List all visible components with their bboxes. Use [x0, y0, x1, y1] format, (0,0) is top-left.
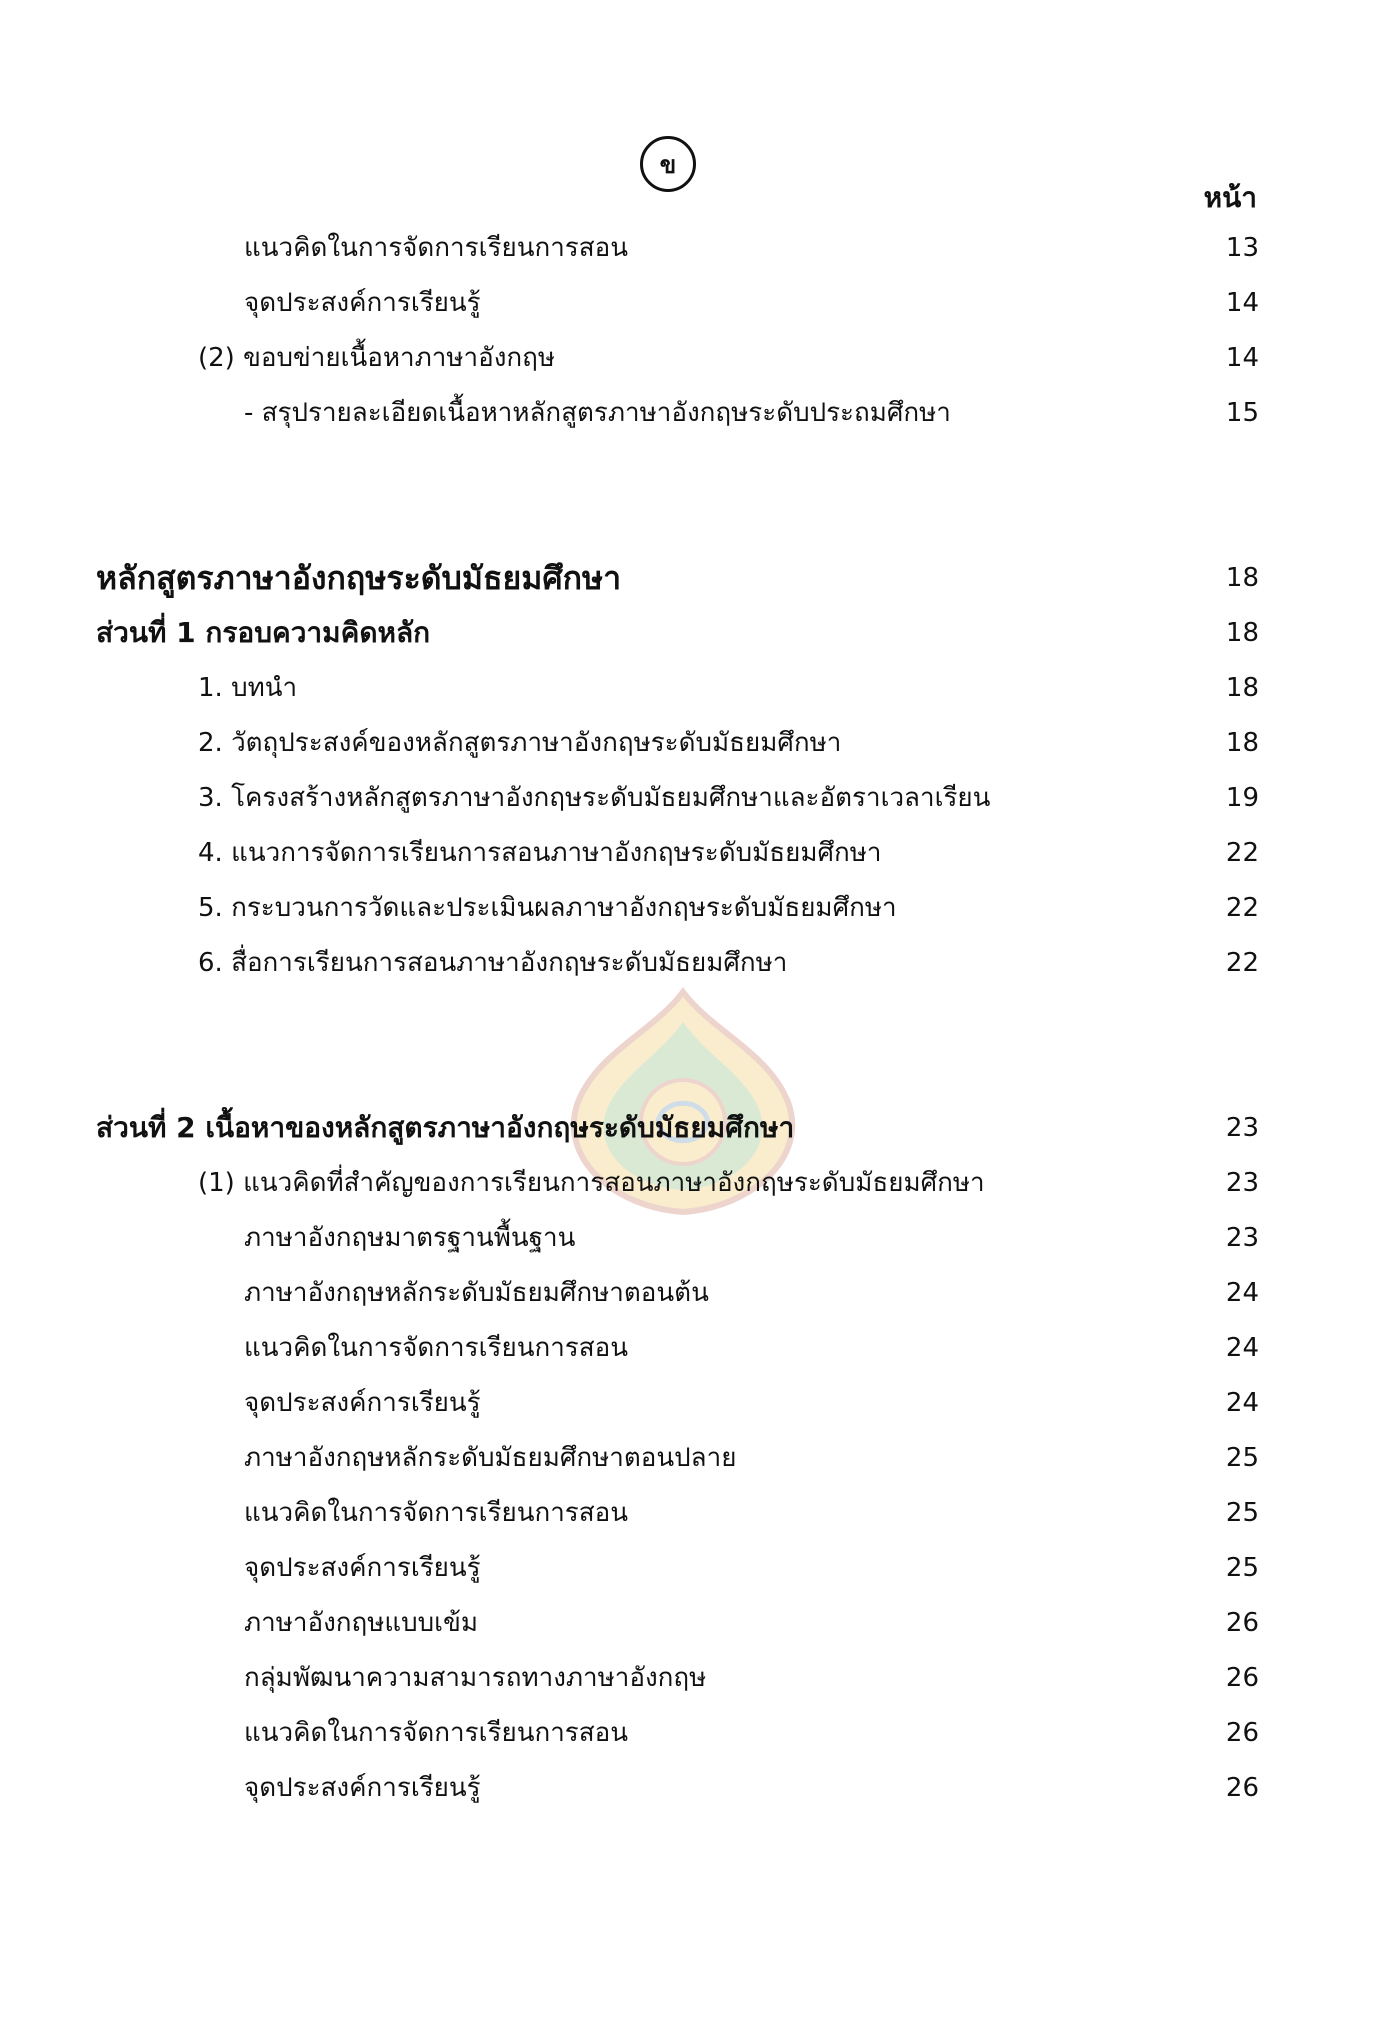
toc-entry-page: 25 — [1225, 1498, 1259, 1528]
toc-entry-label: ภาษาอังกฤษมาตรฐานพื้นฐาน — [244, 1223, 576, 1253]
toc-entry-label: - สรุปรายละเอียดเนื้อหาหลักสูตรภาษาอังกฤษระดับประถมศึกษา — [244, 398, 951, 428]
toc-entry — [0, 940, 1377, 986]
toc-entry-page: 24 — [1225, 1278, 1259, 1308]
toc-entry-page: 25 — [1225, 1443, 1259, 1473]
toc-entry — [0, 225, 1377, 271]
toc-entry — [0, 390, 1377, 436]
toc-entry-label: กลุ่มพัฒนาความสามารถทางภาษาอังกฤษ — [244, 1663, 707, 1693]
toc-entry-label: 2. วัตถุประสงค์ของหลักสูตรภาษาอังกฤษระดับมัธยมศึกษา — [198, 728, 842, 758]
toc-entry — [0, 1160, 1377, 1206]
toc-entry — [0, 280, 1377, 326]
toc-entry-page: 13 — [1225, 233, 1259, 263]
toc-entry — [0, 1545, 1377, 1591]
toc-entry-page: 18 — [1225, 563, 1259, 593]
toc-entry-page: 23 — [1225, 1168, 1259, 1198]
toc-entry-page: 14 — [1225, 288, 1259, 318]
toc-entry-label: จุดประสงค์การเรียนรู้ — [244, 288, 481, 318]
toc-entry-label: จุดประสงค์การเรียนรู้ — [244, 1773, 481, 1803]
toc-entry-page: 22 — [1225, 948, 1259, 978]
toc-entry-page: 22 — [1225, 893, 1259, 923]
toc-entry — [0, 335, 1377, 381]
toc-entry — [0, 1215, 1377, 1261]
toc-entry-label: 6. สื่อการเรียนการสอนภาษาอังกฤษระดับมัธยมศึกษา — [198, 948, 788, 978]
toc-entry-label: แนวคิดในการจัดการเรียนการสอน — [244, 233, 629, 263]
toc-entry-page: 26 — [1225, 1608, 1259, 1638]
toc-entry-label: ภาษาอังกฤษหลักระดับมัธยมศึกษาตอนปลาย — [244, 1443, 737, 1473]
toc-entry-page: 18 — [1225, 728, 1259, 758]
toc-entry-page: 24 — [1225, 1388, 1259, 1418]
page-column-header: หน้า — [1203, 181, 1257, 214]
toc-entry-label: 1. บทนำ — [198, 673, 298, 703]
toc-entry-label: จุดประสงค์การเรียนรู้ — [244, 1388, 481, 1418]
toc-entry-page: 19 — [1225, 783, 1259, 813]
toc-entry — [0, 775, 1377, 821]
toc-section-heading — [0, 610, 1377, 656]
toc-entry-label: ภาษาอังกฤษหลักระดับมัธยมศึกษาตอนต้น — [244, 1278, 709, 1308]
toc-entry-label: แนวคิดในการจัดการเรียนการสอน — [244, 1333, 629, 1363]
toc-entry-label: แนวคิดในการจัดการเรียนการสอน — [244, 1718, 629, 1748]
toc-entry-page: 23 — [1225, 1223, 1259, 1253]
toc-entry-label: ภาษาอังกฤษแบบเข้ม — [244, 1608, 478, 1638]
toc-entry — [0, 665, 1377, 711]
toc-entry — [0, 1490, 1377, 1536]
toc-entry — [0, 1435, 1377, 1481]
toc-entry-label: แนวคิดในการจัดการเรียนการสอน — [244, 1498, 629, 1528]
toc-entry-label: จุดประสงค์การเรียนรู้ — [244, 1553, 481, 1583]
page-number-badge: ข — [640, 136, 696, 192]
toc-entry-label: ส่วนที่ 2 เนื้อหาของหลักสูตรภาษาอังกฤษระดับมัธยมศึกษา — [96, 1111, 795, 1144]
toc-entry-page: 26 — [1225, 1663, 1259, 1693]
toc-entry — [0, 830, 1377, 876]
toc-entry-page: 25 — [1225, 1553, 1259, 1583]
toc-main-heading — [0, 555, 1377, 601]
toc-entry — [0, 1270, 1377, 1316]
toc-entry-label: (2) ขอบข่ายเนื้อหาภาษาอังกฤษ — [198, 343, 556, 373]
toc-entry-page: 18 — [1225, 673, 1259, 703]
toc-entry — [0, 720, 1377, 766]
toc-entry-label: 3. โครงสร้างหลักสูตรภาษาอังกฤษระดับมัธยมศึกษาและอัตราเวลาเรียน — [198, 783, 991, 813]
toc-entry-label: 4. แนวการจัดการเรียนการสอนภาษาอังกฤษระดับมัธยมศึกษา — [198, 838, 882, 868]
toc-entry-page: 23 — [1225, 1113, 1259, 1143]
toc-entry-label: หลักสูตรภาษาอังกฤษระดับมัธยมศึกษา — [96, 559, 622, 597]
toc-entry-label: (1) แนวคิดที่สำคัญของการเรียนการสอนภาษาอังกฤษระดับมัธยมศึกษา — [198, 1168, 985, 1198]
toc-entry-page: 22 — [1225, 838, 1259, 868]
toc-entry-page: 26 — [1225, 1773, 1259, 1803]
toc-entry — [0, 1710, 1377, 1756]
toc-entry — [0, 1655, 1377, 1701]
toc-entry-page: 26 — [1225, 1718, 1259, 1748]
toc-entry-page: 14 — [1225, 343, 1259, 373]
toc-entry-page: 15 — [1225, 398, 1259, 428]
toc-entry — [0, 1765, 1377, 1811]
toc-entry-page: 18 — [1225, 618, 1259, 648]
toc-section-heading — [0, 1105, 1377, 1151]
toc-entry-page: 24 — [1225, 1333, 1259, 1363]
toc-entry-label: 5. กระบวนการวัดและประเมินผลภาษาอังกฤษระดับมัธยมศึกษา — [198, 893, 897, 923]
toc-entry-label: ส่วนที่ 1 กรอบความคิดหลัก — [96, 616, 431, 649]
toc-entry — [0, 1380, 1377, 1426]
toc-entry — [0, 1325, 1377, 1371]
toc-entry — [0, 885, 1377, 931]
toc-entry — [0, 1600, 1377, 1646]
